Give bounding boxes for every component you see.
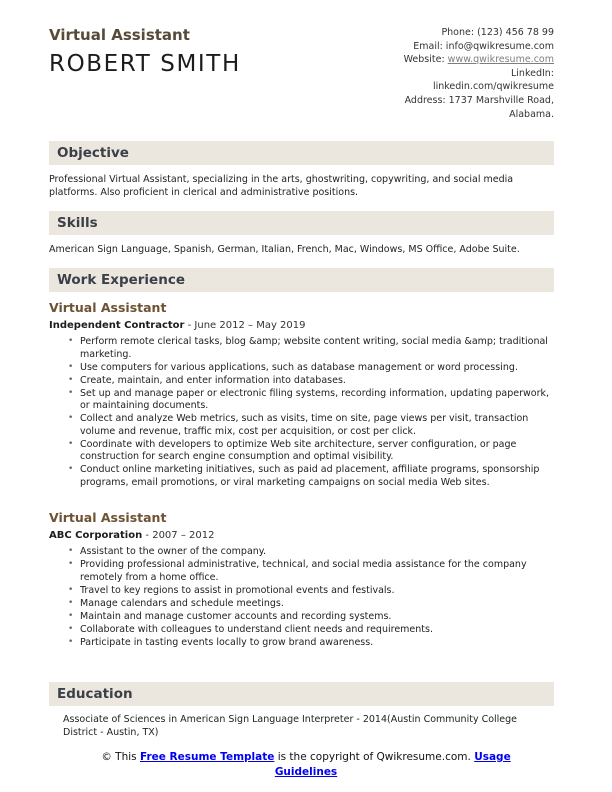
contact-website-label: Website:: [403, 54, 448, 66]
contact-phone: Phone: (123) 456 78 99: [441, 27, 554, 38]
contact-info: [404, 26, 554, 121]
job-bullet-list: [49, 546, 554, 649]
usage-guidelines-link[interactable]: Usage Guidelines: [274, 751, 511, 778]
bullet-item: • Create, maintain, and enter information into databases.: [80, 375, 554, 388]
bullet-item: • Maintain and manage customer accounts and recording systems.: [80, 611, 554, 624]
content: [0, 141, 612, 739]
job-entry-1: [49, 300, 554, 489]
contact-linkedin-label: LinkedIn:: [510, 67, 554, 79]
job-title: Virtual Assistant: [49, 300, 167, 316]
bullet-item: • Set up and manage paper or electronic filing systems, recording information, updating paperwork, or maintaining documents.: [80, 388, 554, 413]
website-link[interactable]: www.qwikresume.com: [447, 54, 554, 66]
bullet-item: • Assistant to the owner of the company.: [80, 546, 554, 559]
section-heading-objective: Objective: [49, 141, 554, 165]
footer-prefix: © This: [101, 751, 140, 763]
section-heading-work-experience: Work Experience: [49, 268, 554, 292]
header: [0, 0, 612, 121]
footer: [0, 750, 612, 779]
bullet-item: • Use computers for various applications, such as database management or word processing.: [80, 362, 554, 375]
contact-address-line1: Address: 1737 Marshville Road,: [404, 94, 554, 106]
job-employer: Independent Contractor: [49, 320, 185, 332]
bullet-item: • Perform remote clerical tasks, blog &amp; website content writing, social media &amp; traditional marketing.: [80, 336, 554, 361]
bullet-item: • Travel to key regions to assist in promotional events and festivals.: [80, 585, 554, 598]
bullet-item: • Collect and analyze Web metrics, such as visits, time on site, page views per visit, transaction volume and revenue, traffic mix, cost per acquisition, or cost per click.: [80, 413, 554, 438]
job-dates: - June 2012 – May 2019: [184, 320, 306, 332]
job-employer: ABC Corporation: [49, 530, 143, 542]
job-meta: [49, 320, 554, 331]
contact-email: Email: info@qwikresume.com: [413, 40, 554, 52]
free-resume-template-link[interactable]: Free Resume Template: [139, 751, 275, 763]
footer-text: [71, 750, 541, 779]
bullet-item: • Participate in tasting events locally to grow brand awareness.: [80, 637, 554, 650]
education-text: Associate of Sciences in American Sign Language Interpreter - 2014(Austin Community College District - Austin, TX): [63, 714, 518, 739]
header-job-title: Virtual Assistant: [49, 26, 190, 44]
bullet-item: • Conduct online marketing initiatives, such as paid ad placement, affiliate programs, sponsorship programs, email promotions, or viral marketing campaigns on social media Web sites.: [80, 464, 554, 489]
header-left: [49, 26, 241, 121]
section-heading-education: Education: [49, 682, 554, 706]
job-dates: - 2007 – 2012: [142, 530, 215, 542]
contact-address-line2: Alabama.: [509, 108, 554, 120]
footer-middle: is the copyright of Qwikresume.com.: [274, 751, 475, 763]
bullet-item: • Coordinate with developers to optimize Web site architecture, server configuration, or page construction for search engine consumption and optimal visibility.: [80, 439, 554, 464]
bullet-item: • Providing professional administrative, technical, and social media assistance for the company remotely from a home office.: [80, 559, 554, 584]
contact-linkedin-value: linkedin.com/qwikresume: [432, 81, 554, 93]
bullet-item: • Manage calendars and schedule meetings.: [80, 598, 554, 611]
job-meta: [49, 530, 554, 541]
section-heading-skills: Skills: [49, 211, 554, 235]
skills-text: American Sign Language, Spanish, German, Italian, French, Mac, Windows, MS Office, Adobe Suite.: [49, 244, 520, 256]
candidate-name: ROBERT SMITH: [49, 51, 241, 77]
objective-text: Professional Virtual Assistant, specializing in the arts, ghostwriting, copywriting, and social media platforms. Also proficient in clerical and administrative positions.: [49, 174, 514, 199]
job-bullet-list: [49, 336, 554, 489]
bullet-item: • Collaborate with colleagues to understand client needs and requirements.: [80, 624, 554, 637]
job-entry-2: [49, 510, 554, 649]
contact-website: [404, 53, 554, 67]
job-title: Virtual Assistant: [49, 510, 167, 526]
